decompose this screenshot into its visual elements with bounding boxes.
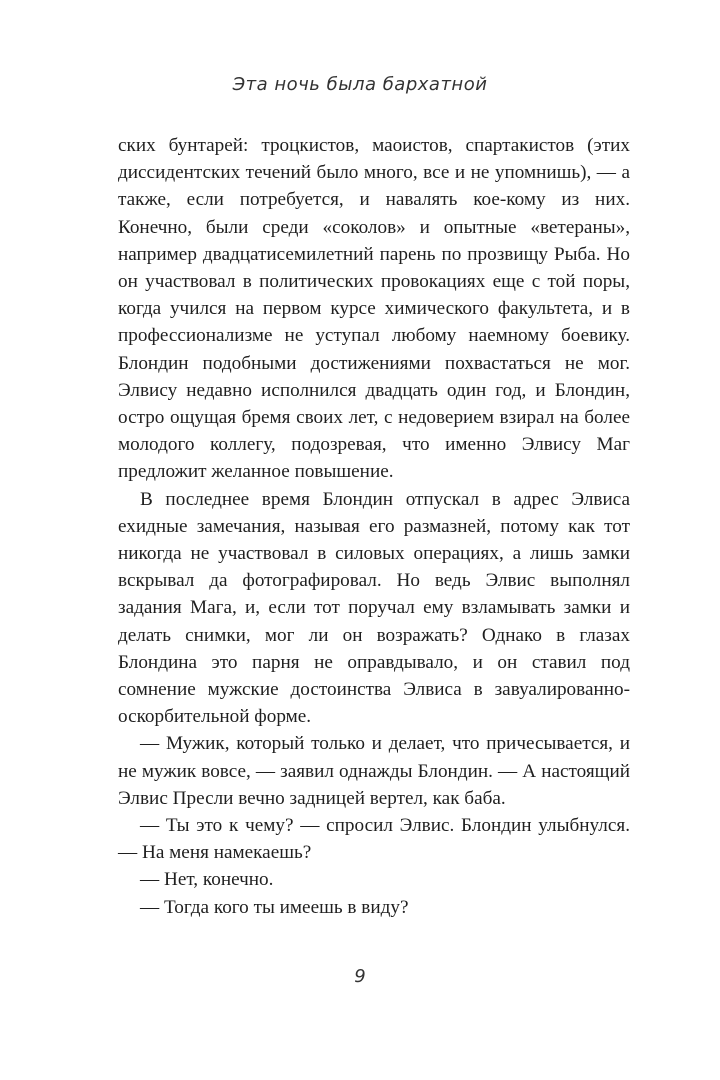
running-head: Эта ночь была бархатной [232, 74, 488, 95]
paragraph-1: ских бунтарей: троцкистов, маоистов, спартакистов (этих диссидентских течений было много, все и не упомнишь), — а также, если потребуется, и навалять кое-кому из них. Конечно, были среди «соколов» и опытные «ветераны», например двадцатисемилетний парень по прозвищу Рыба. Но он участвовал в политических провокациях еще с той поры, когда учился на первом курсе химического факультета, и в профессионализме не уступал любому наемному боевику. Блондин подобными достижениями похвастаться не мог. Элвису недавно исполнился двадцать один год, и Блондин, остро ощущая бремя своих лет, с недоверием взирал на более молодого коллегу, подозревая, что именно Элвису Маг предложит желанное повышение. [118, 135, 630, 483]
paragraph-5: — Нет, конечно. [140, 869, 274, 891]
body-text [118, 132, 630, 921]
paragraph-6: — Тогда кого ты имеешь в виду? [140, 896, 409, 918]
page-number: 9 [354, 966, 366, 987]
paragraph-4: — Ты это к чему? — спросил Элвис. Блондин улыбнулся. — На меня намекаешь? [118, 815, 630, 864]
paragraph-2: В последнее время Блондин отпускал в адрес Элвиса ехидные замечания, называя его размазней, потому как тот никогда не участвовал в силовых операциях, а лишь замки вскрывал да фотографировал. Но ведь Элвис выполнял задания Мага, и, если тот поручал ему взламывать замки и делать снимки, мог ли он возражать? Однако в глазах Блондина это парня не оправдывало, и он ставил под сомнение мужские достоинства Элвиса в завуалированно-оскорбительной форме. [118, 488, 630, 728]
paragraph-3: — Мужик, который только и делает, что причесывается, и не мужик вовсе, — заявил однажды Блондин. — А настоящий Элвис Пресли вечно задницей вертел, как баба. [118, 733, 630, 809]
